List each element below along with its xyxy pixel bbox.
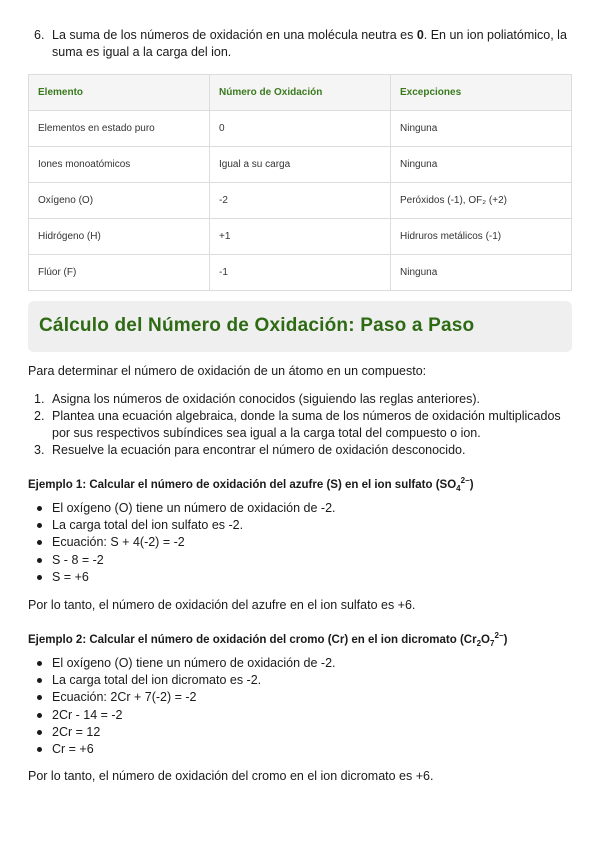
table-cell: 0 [210,111,391,147]
bullet-icon [37,713,42,718]
superscript: 2− [494,631,504,640]
table-cell: Peróxidos (-1), OF₂ (+2) [391,183,572,219]
table-cell: -2 [210,183,391,219]
table-cell: Iones monoatómicos [29,147,210,183]
bullet-icon [37,506,42,511]
table-cell: Ninguna [391,147,572,183]
example-heading-close: ) [503,633,508,646]
example-heading-text: Ejemplo 2: Calcular el número de oxidación del cromo (Cr) en el ion dicromato (Cr [28,633,477,646]
table-row [29,183,572,219]
bullet-icon [37,558,42,563]
rule-6 [28,27,568,61]
list-item [28,741,336,758]
list-item [28,672,336,689]
bullet-text: El oxígeno (O) tiene un número de oxidación de -2. [52,656,336,670]
table-cell: -1 [210,255,391,291]
list-item [28,500,336,517]
header-numero: Número de Oxidación [210,75,391,111]
subscript: 7 [490,639,495,649]
step-number: 3. [34,443,45,457]
bullet-text: S = +6 [52,569,89,584]
table-header-row [29,75,572,111]
example-1-conclusion: Por lo tanto, el número de oxidación del azufre en el ion sulfato es +6. [28,598,416,612]
rule-text-part: . En un ion poliatómico, la suma es igual a la carga del ion. [52,28,567,59]
bullet-text: Cr = +6 [52,742,94,757]
table-cell: Ninguna [391,111,572,147]
example-2-heading [28,628,507,651]
list-item [28,655,336,672]
bullet-icon [37,747,42,752]
step-text: Resuelve la ecuación para encontrar el número de oxidación desconocido. [52,443,466,457]
bullet-icon [37,575,42,580]
table-cell: Igual a su carga [210,147,391,183]
list-item [28,569,336,586]
bullet-text: El oxígeno (O) tiene un número de oxidación de -2. [52,501,336,515]
table-cell: Flúor (F) [29,255,210,291]
bullet-text: La carga total del ion sulfato es -2. [52,518,244,533]
list-item [28,724,336,741]
example-heading-text: Ejemplo 1: Calcular el número de oxidación del azufre (S) en el ion sulfato (SO [28,478,457,491]
table-row [29,111,572,147]
rule-number: 6. [34,28,45,42]
bullet-text: La carga total del ion dicromato es -2. [52,673,262,688]
bullet-icon [37,678,42,683]
table-row [29,255,572,291]
list-item [28,707,336,724]
bullet-text: 2Cr - 14 = -2 [52,707,123,722]
bullet-icon [37,661,42,666]
section-header-box [28,301,572,352]
example-1-bullets [28,500,336,586]
list-item [28,517,336,534]
rule-bold-value: 0 [416,28,424,42]
table-row [29,147,572,183]
section-title: Cálculo del Número de Oxidación: Paso a Paso [39,315,475,336]
bullet-icon [37,540,42,545]
bullet-text: 2Cr = 12 [52,724,101,739]
table-cell: Hidrógeno (H) [29,219,210,255]
table-cell: Ninguna [391,255,572,291]
rule-text [52,27,568,61]
step-number: 2. [34,409,45,423]
table-row [29,219,572,255]
header-excepciones: Excepciones [391,75,572,111]
oxidation-table [28,74,572,291]
step-text: Plantea una ecuación algebraica, donde la suma de los números de oxidación multiplicados por sus respectivos subíndices sea igual a la carga total del compuesto o ion. [52,409,561,440]
superscript: 2− [460,476,470,485]
bullet-text: Ecuación: 2Cr + 7(-2) = -2 [52,690,197,705]
table-cell: +1 [210,219,391,255]
subscript: 4 [456,484,461,494]
list-item [28,534,336,551]
bullet-text: S - 8 = -2 [52,552,104,567]
example-2-bullets [28,655,336,758]
table-cell: Hidruros metálicos (-1) [391,219,572,255]
bullet-icon [37,695,42,700]
example-1-heading [28,473,474,496]
example-2-conclusion: Por lo tanto, el número de oxidación del cromo en el ion dicromato es +6. [28,769,434,783]
table-cell: Elementos en estado puro [29,111,210,147]
list-item [28,391,573,408]
rule-text-part: La suma de los números de oxidación en una molécula neutra es [52,28,417,42]
step-text: Asigna los números de oxidación conocidos (siguiendo las reglas anteriores). [52,392,481,406]
list-item [28,689,336,706]
table-cell: Oxígeno (O) [29,183,210,219]
bullet-icon [37,523,42,528]
list-item [28,442,573,459]
header-elemento: Elemento [29,75,210,111]
example-heading-text: O [481,633,490,646]
bullet-text: Ecuación: S + 4(-2) = -2 [52,535,185,550]
bullet-icon [37,730,42,735]
step-number: 1. [34,392,45,406]
intro-paragraph: Para determinar el número de oxidación de un átomo en un compuesto: [28,364,427,378]
steps-list [28,391,573,459]
example-heading-close: ) [469,478,474,491]
list-item [28,408,573,442]
list-item [28,552,336,569]
subscript: 2 [476,639,482,649]
